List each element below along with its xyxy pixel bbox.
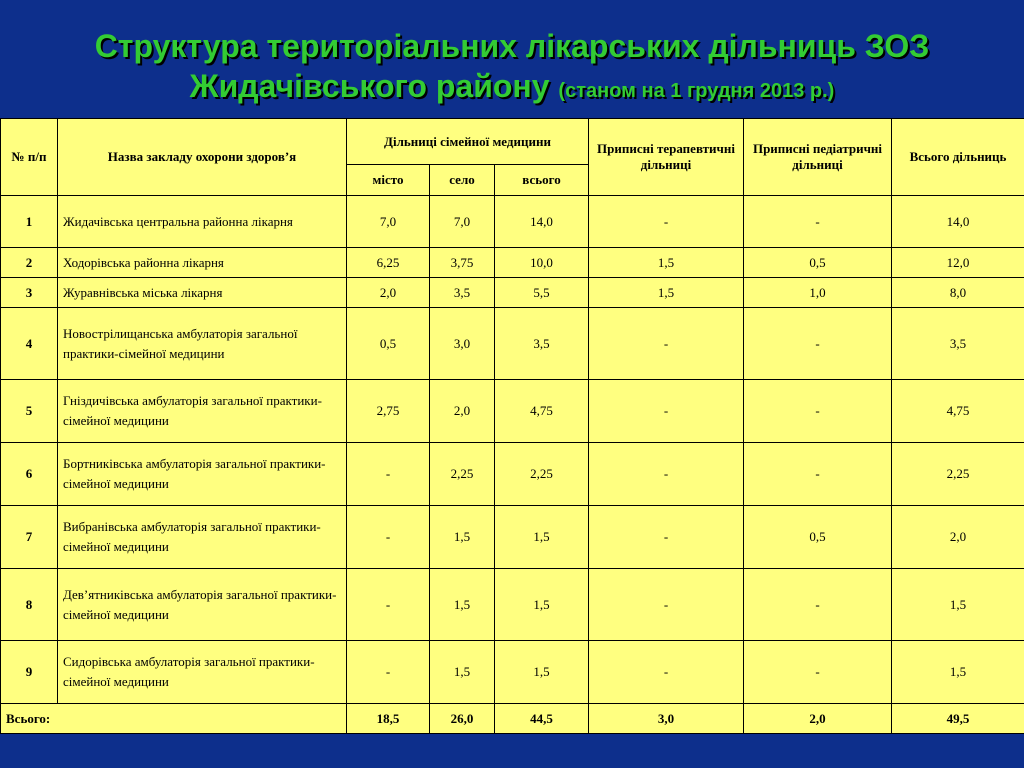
table-row	[1, 506, 1024, 569]
header-name: Назва закладу охорони здоров’я	[58, 119, 347, 196]
row-all: 4,75	[495, 380, 589, 443]
row-village: 3,5	[430, 278, 495, 308]
header-city: місто	[347, 165, 430, 196]
row-city: 7,0	[347, 196, 430, 248]
row-all: 10,0	[495, 248, 589, 278]
row-city: -	[347, 641, 430, 704]
header-therapeutic: Приписні терапевтичні дільниці	[589, 119, 744, 196]
table-row	[1, 308, 1024, 380]
total-city: 18,5	[347, 704, 430, 734]
row-all: 1,5	[495, 641, 589, 704]
row-total: 1,5	[892, 569, 1024, 641]
row-all: 1,5	[495, 506, 589, 569]
row-pediatric: 1,0	[744, 278, 892, 308]
total-pediatric: 2,0	[744, 704, 892, 734]
table-row	[1, 641, 1024, 704]
table-row	[1, 196, 1024, 248]
row-name: Бортниківська амбулаторія загальної практики-сімейної медицини	[58, 443, 347, 506]
header-all: всього	[495, 165, 589, 196]
header-village: село	[430, 165, 495, 196]
row-num: 9	[1, 641, 58, 704]
table-row	[1, 443, 1024, 506]
row-num: 8	[1, 569, 58, 641]
row-num: 1	[1, 196, 58, 248]
row-total: 2,25	[892, 443, 1024, 506]
row-therapeutic: -	[589, 641, 744, 704]
row-all: 5,5	[495, 278, 589, 308]
row-num: 2	[1, 248, 58, 278]
row-therapeutic: -	[589, 569, 744, 641]
total-therapeutic: 3,0	[589, 704, 744, 734]
row-name: Ходорівська районна лікарня	[58, 248, 347, 278]
row-therapeutic: 1,5	[589, 248, 744, 278]
row-pediatric: 0,5	[744, 248, 892, 278]
row-name: Жидачівська центральна районна лікарня	[58, 196, 347, 248]
total-all: 44,5	[495, 704, 589, 734]
header-family-medicine: Дільниці сімейної медицини	[347, 119, 589, 165]
row-village: 1,5	[430, 569, 495, 641]
districts-table	[0, 118, 1024, 734]
row-name: Сидорівська амбулаторія загальної практики-сімейної медицини	[58, 641, 347, 704]
row-name: Вибранівська амбулаторія загальної практики-сімейної медицини	[58, 506, 347, 569]
row-total: 14,0	[892, 196, 1024, 248]
row-total: 3,5	[892, 308, 1024, 380]
row-total: 12,0	[892, 248, 1024, 278]
row-village: 3,0	[430, 308, 495, 380]
header-pediatric: Приписні педіатричні дільниці	[744, 119, 892, 196]
row-therapeutic: -	[589, 308, 744, 380]
row-all: 2,25	[495, 443, 589, 506]
row-total: 4,75	[892, 380, 1024, 443]
row-pediatric: -	[744, 196, 892, 248]
total-sum: 49,5	[892, 704, 1024, 734]
table-row	[1, 248, 1024, 278]
title-line-1: Структура територіальних лікарських дільниць ЗОЗ	[94, 28, 930, 64]
row-name: Гніздичівська амбулаторія загальної практики-сімейної медицини	[58, 380, 347, 443]
row-total: 8,0	[892, 278, 1024, 308]
row-village: 2,25	[430, 443, 495, 506]
row-total: 1,5	[892, 641, 1024, 704]
row-therapeutic: -	[589, 506, 744, 569]
row-village: 1,5	[430, 641, 495, 704]
table-row	[1, 380, 1024, 443]
header-num: № п/п	[1, 119, 58, 196]
row-pediatric: -	[744, 569, 892, 641]
row-num: 7	[1, 506, 58, 569]
total-row	[1, 704, 1024, 734]
row-city: -	[347, 569, 430, 641]
row-city: -	[347, 443, 430, 506]
row-village: 7,0	[430, 196, 495, 248]
row-num: 3	[1, 278, 58, 308]
row-all: 14,0	[495, 196, 589, 248]
row-name: Дев’ятниківська амбулаторія загальної практики-сімейної медицини	[58, 569, 347, 641]
row-city: -	[347, 506, 430, 569]
row-all: 1,5	[495, 569, 589, 641]
row-num: 4	[1, 308, 58, 380]
slide-title	[0, 26, 1024, 111]
row-city: 2,0	[347, 278, 430, 308]
row-pediatric: -	[744, 380, 892, 443]
total-village: 26,0	[430, 704, 495, 734]
row-city: 2,75	[347, 380, 430, 443]
title-subtitle: (станом на 1 грудня 2013 р.)	[558, 80, 835, 102]
row-name: Новострілищанська амбулаторія загальної практики-сімейної медицини	[58, 308, 347, 380]
row-name: Журавнівська міська лікарня	[58, 278, 347, 308]
row-village: 2,0	[430, 380, 495, 443]
row-pediatric: -	[744, 308, 892, 380]
row-therapeutic: -	[589, 196, 744, 248]
row-pediatric: -	[744, 443, 892, 506]
table-row	[1, 569, 1024, 641]
title-line-2-text: Жидачівського району	[189, 68, 550, 104]
title-line-2	[0, 66, 1024, 111]
row-num: 5	[1, 380, 58, 443]
row-village: 3,75	[430, 248, 495, 278]
header-total: Всього дільниць	[892, 119, 1024, 196]
row-num: 6	[1, 443, 58, 506]
row-total: 2,0	[892, 506, 1024, 569]
row-village: 1,5	[430, 506, 495, 569]
row-therapeutic: -	[589, 380, 744, 443]
row-city: 0,5	[347, 308, 430, 380]
row-pediatric: 0,5	[744, 506, 892, 569]
row-pediatric: -	[744, 641, 892, 704]
total-label: Всього:	[1, 704, 347, 734]
row-city: 6,25	[347, 248, 430, 278]
row-therapeutic: 1,5	[589, 278, 744, 308]
row-all: 3,5	[495, 308, 589, 380]
row-therapeutic: -	[589, 443, 744, 506]
table-row	[1, 278, 1024, 308]
